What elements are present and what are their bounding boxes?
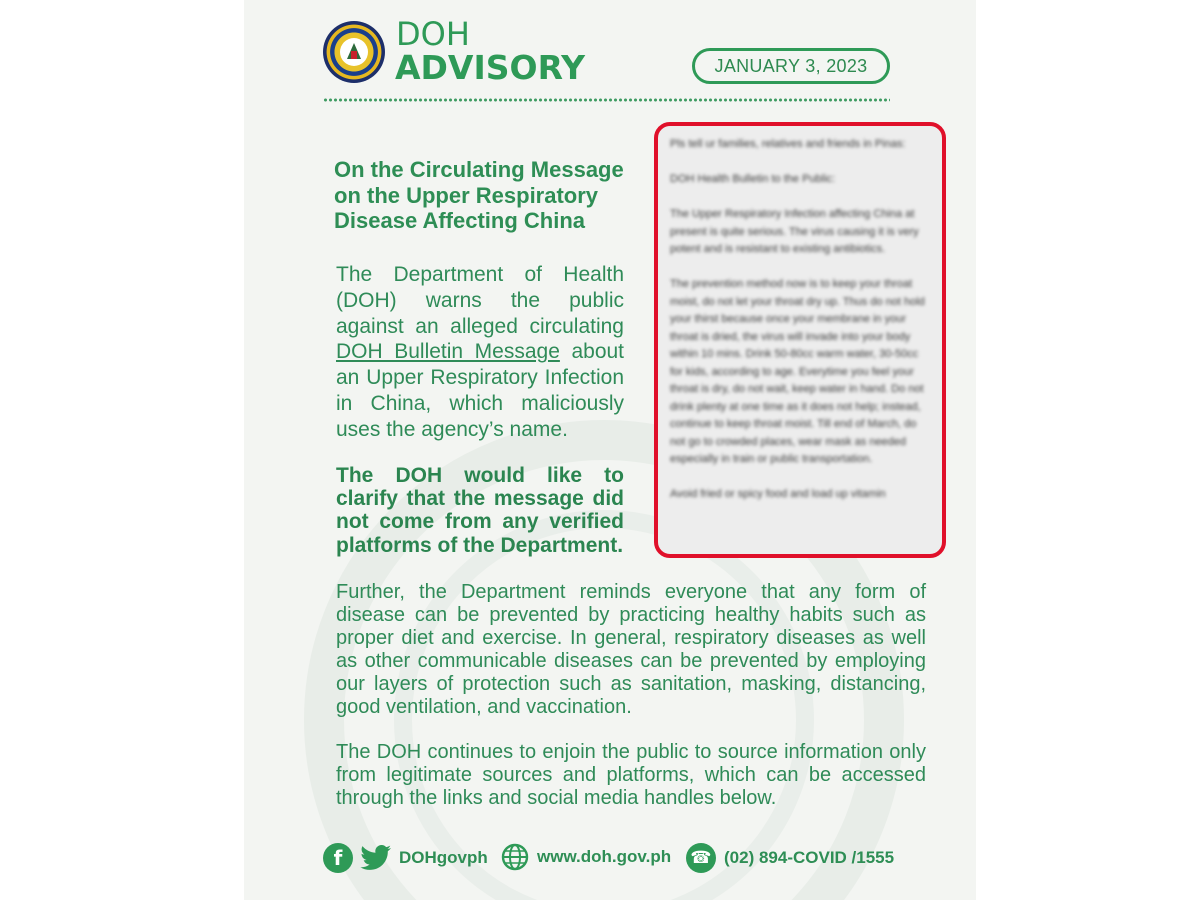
phone-contact[interactable]: [686, 843, 894, 873]
right-margin: [976, 0, 1200, 900]
brand-doh: DOH: [396, 15, 470, 53]
website-link[interactable]: [501, 843, 671, 871]
facebook-icon[interactable]: f: [323, 843, 353, 873]
intro-paragraph: [336, 262, 624, 443]
clarification-paragraph: The DOH would like to clarify that the message did not come from any verified platforms of the Department.: [336, 464, 624, 557]
twitter-icon[interactable]: [360, 844, 392, 872]
social-handle: DOHgovph: [399, 848, 488, 867]
intro-text-end: about an Upper Respiratory Infection in China, which maliciously uses the agency’s name.: [336, 340, 625, 441]
intro-text-start: The Department of Health (DOH) warns the public against an alleged circulating: [336, 263, 624, 338]
brand-advisory: ADVISORY: [395, 48, 586, 87]
website-url: www.doh.gov.ph: [537, 847, 672, 866]
bulletin-message-link[interactable]: DOH Bulletin Message: [336, 340, 560, 364]
doh-seal-logo: [323, 21, 385, 83]
prevention-paragraph: Further, the Department reminds everyone that any form of disease can be prevented by practicing healthy habits such as proper diet and exercise. In general, respiratory diseases as well as other communicable diseases can be prevented by employing our layers of protection such as sanitation, masking, distancing, good ventilation, and vaccination.: [336, 581, 926, 718]
blurred-message-text: Pls tell ur families, relatives and friends in Pinas: DOH Health Bulletin to the Public: The Upper Respiratory Infection affecting China at present is quite serious. The virus causing it is very potent and is resistant to existing antibiotics. The prevention method now is to keep your throat moist, do not let your throat dry up. Thus do not hold your thirst because once your membrane in your throat is dried, the virus will invade into your body within 10 mins. Drink 50-80cc warm water, 30-50cc for kids, according to age. Everytime you feel your throat is dry, do not wait, keep water in hand. Do not drink plenty at one time as it does not help; instead, continue to keep throat moist. Till end of March, do not go to crowded places, wear mask as needed especially in train or public transportation. Avoid fried or spicy food and load up vitamin: [670, 138, 925, 500]
advisory-headline: On the Circulating Message on the Upper Respiratory Disease Affecting China: [334, 157, 624, 233]
circulating-message-screenshot: [654, 122, 946, 558]
sources-paragraph: The DOH continues to enjoin the public to source information only from legitimate sources and platforms, which can be accessed through the links and social media handles below.: [336, 741, 926, 809]
telephone-icon: ☎: [686, 843, 716, 873]
phone-number: (02) 894-COVID /1555: [724, 848, 895, 867]
left-margin: [0, 0, 244, 900]
dotted-divider: [323, 98, 890, 102]
date-badge: JANUARY 3, 2023: [692, 48, 890, 84]
globe-icon: [501, 843, 529, 871]
social-links: [323, 843, 488, 873]
